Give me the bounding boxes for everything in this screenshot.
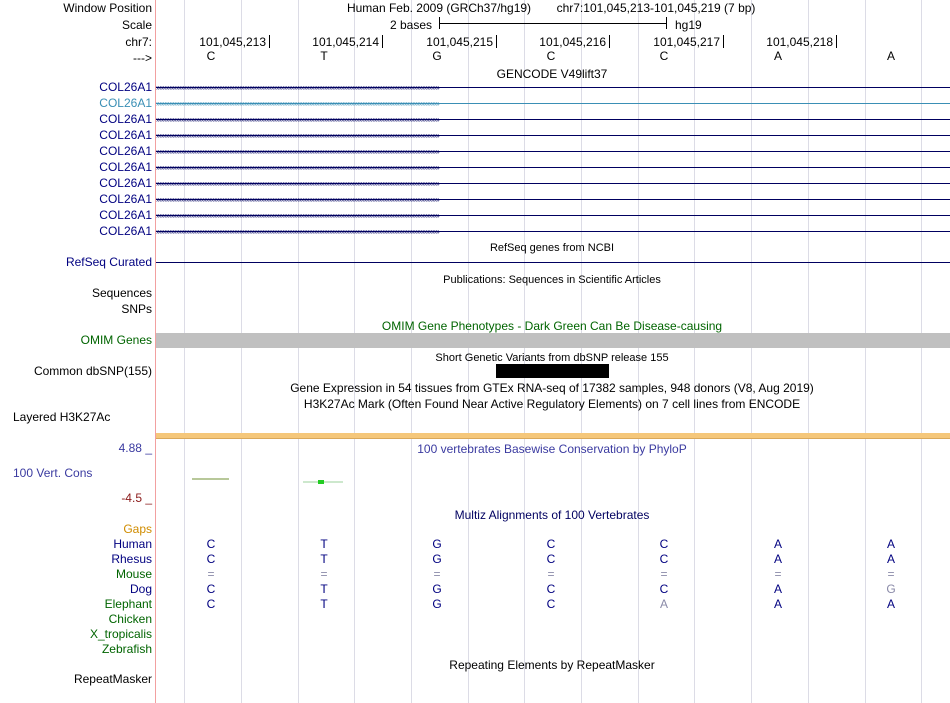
base-letter: A [886,49,896,63]
scale-text: 2 bases [390,18,433,32]
species-label-elephant[interactable]: Elephant [104,597,152,611]
omim-track-title: OMIM Gene Phenotypes - Dark Green Can Be Disease-causing [381,319,723,333]
gene-label-col26a1[interactable]: COL26A1 [99,160,152,174]
omim-phenotype-bar[interactable] [156,333,950,348]
aligned-base: = [774,567,782,581]
gene-label-col26a1[interactable]: COL26A1 [99,96,152,110]
aligned-base: = [207,567,215,581]
transcript-strand-arrows: ›››››››››››››››››››››››››››››››››››››››››››››››››››››››››››››››››››››››››››››››››››››››››››››››››››››››››››››››››››››››››››››››››››››››››››››››››››››››››››››››››››››››››› [156,227,439,236]
aligned-base: = [547,567,555,581]
gene-label-col26a1[interactable]: COL26A1 [99,176,152,190]
aligned-base: T [320,552,328,566]
aligned-base: C [546,582,556,596]
gaps-label[interactable]: Gaps [123,522,152,536]
aligned-base: G [432,582,442,596]
assembly-title: Human Feb. 2009 (GRCh37/hg19) [346,1,532,15]
vert-cons-label[interactable]: 100 Vert. Cons [13,466,93,480]
species-label-dog[interactable]: Dog [129,582,152,596]
aligned-base: C [206,597,216,611]
aligned-base: A [886,552,896,566]
transcript-row[interactable] [156,83,950,92]
transcript-strand-arrows: ›››››››››››››››››››››››››››››››››››››››››››››››››››››››››››››››››››››››››››››››››››››››››››››››››››››››››››››››››››››››››››››››››››››››››››››››››››››››››››››››››››››››››› [156,211,439,220]
chr-label: chr7: [125,35,152,49]
gene-label-col26a1[interactable]: COL26A1 [99,128,152,142]
transcript-row[interactable] [156,131,950,140]
gencode-track-title: GENCODE V49lift37 [496,67,608,81]
transcript-strand-arrows: ›››››››››››››››››››››››››››››››››››››››››››››››››››››››››››››››››››››››››››››››››››››››››››››››››››››››››››››››››››››››››››››››››››››››››››››››››››››››››››››››››››››››››› [156,99,439,108]
aligned-base: C [206,552,216,566]
transcript-strand-arrows: ›››››››››››››››››››››››››››››››››››››››››››››››››››››››››››››››››››››››››››››››››››››››››››››››››››››››››››››››››››››››››››››››››››››››››››››››››››››››››››››››››››››››››› [156,83,439,92]
refseq-gene-line[interactable] [156,262,950,263]
phylop-track-title: 100 vertebrates Basewise Conservation by PhyloP [417,442,687,456]
scale-bar-left-tick [439,17,440,29]
position-title: chr7:101,045,213-101,045,219 (7 bp) [556,1,756,15]
gtex-track-title: Gene Expression in 54 tissues from GTEx RNA-seq of 17382 samples, 948 donors (V8, Aug 2019) [290,381,814,395]
phylop-max-label: 4.88 _ [118,441,152,455]
phylop-min-label: -4.5 _ [121,491,152,505]
scale-bar-right-tick [666,17,667,29]
base-letter: C [546,49,556,63]
aligned-base: G [432,537,442,551]
scale-bar [439,23,666,24]
aligned-base: A [659,597,669,611]
coordinate-label: 101,045,218 [766,35,833,49]
transcript-strand-arrows: ›››››››››››››››››››››››››››››››››››››››››››››››››››››››››››››››››››››››››››››››››››››››››››››››››››››››››››››››››››››››››››››››››››››››››››››››››››››››››››››››››››››››››› [156,131,439,140]
transcript-strand-arrows: ›››››››››››››››››››››››››››››››››››››››››››››››››››››››››››››››››››››››››››››››››››››››››››››››››››››››››››››››››››››››››››››››››››››››››››››››››››››››››››››››››››››››››› [156,163,439,172]
layered-h3k27ac-label[interactable]: Layered H3K27Ac [13,410,111,424]
coordinate-label: 101,045,217 [653,35,720,49]
gene-label-col26a1[interactable]: COL26A1 [99,224,152,238]
aligned-base: G [886,582,896,596]
aligned-base: A [886,537,896,551]
gene-label-col26a1[interactable]: COL26A1 [99,208,152,222]
aligned-base: C [659,537,669,551]
h3k27ac-track-title: H3K27Ac Mark (Often Found Near Active Regulatory Elements) on 7 cell lines from ENCODE [303,397,801,411]
gene-label-col26a1[interactable]: COL26A1 [99,144,152,158]
aligned-base: = [433,567,441,581]
aligned-base: A [773,582,783,596]
omim-genes-label[interactable]: OMIM Genes [80,333,152,347]
coordinate-label: 101,045,214 [312,35,379,49]
publications-track-title: Publications: Sequences in Scientific Articles [443,274,661,286]
aligned-base: C [659,552,669,566]
direction-label: ---> [133,51,152,65]
h3k27ac-signal-band[interactable] [156,433,950,439]
repeatmasker-track-title: Repeating Elements by RepeatMasker [449,658,655,672]
aligned-base: = [660,567,668,581]
window-position-label: Window Position [63,1,152,15]
scale-db: hg19 [675,18,702,32]
phylop-bar-2-peak [318,480,324,484]
aligned-base: A [886,597,896,611]
refseq-curated-label[interactable]: RefSeq Curated [65,255,152,269]
transcript-row[interactable] [156,99,950,108]
coordinate-tick [382,35,383,48]
aligned-base: C [659,582,669,596]
transcript-strand-arrows: ›››››››››››››››››››››››››››››››››››››››››››››››››››››››››››››››››››››››››››››››››››››››››››››››››››››››››››››››››››››››››››››››››››››››››››››››››››››››››››››››››››››››››› [156,179,439,188]
common-dbsnp-label[interactable]: Common dbSNP(155) [33,364,152,378]
transcript-row[interactable] [156,227,950,236]
aligned-base: T [320,597,328,611]
species-label-zebrafish[interactable]: Zebrafish [101,642,152,656]
species-label-chicken[interactable]: Chicken [108,612,152,626]
transcript-row[interactable] [156,115,950,124]
transcript-strand-arrows: ›››››››››››››››››››››››››››››››››››››››››››››››››››››››››››››››››››››››››››››››››››››››››››››››››››››››››››››››››››››››››››››››››››››››››››››››››››››››››››››››››››››››››› [156,147,439,156]
aligned-base: G [432,552,442,566]
aligned-base: A [773,537,783,551]
aligned-base: = [887,567,895,581]
coordinate-tick [723,35,724,48]
track-labels-panel [0,0,155,703]
multiz-track-title: Multiz Alignments of 100 Vertebrates [454,508,650,522]
coordinate-label: 101,045,213 [199,35,266,49]
transcript-row[interactable] [156,163,950,172]
gene-label-col26a1[interactable]: COL26A1 [99,192,152,206]
dbsnp-variant-block[interactable] [496,364,609,378]
transcript-row[interactable] [156,147,950,156]
aligned-base: = [320,567,328,581]
aligned-base: A [773,552,783,566]
aligned-base: C [546,537,556,551]
aligned-base: G [432,597,442,611]
aligned-base: T [320,582,328,596]
species-label-x-tropicalis[interactable]: X_tropicalis [89,627,152,641]
transcript-strand-arrows: ›››››››››››››››››››››››››››››››››››››››››››››››››››››››››››››››››››››››››››››››››››››››››››››››››››››››››››››››››››››››››››››››››››››››››››››››››››››››››››››››››››››››››› [156,115,439,124]
transcript-strand-arrows: ›››››››››››››››››››››››››››››››››››››››››››››››››››››››››››››››››››››››››››››››››››››››››››››››››››››››››››››››››››››››››››››››››››››››››››››››››››››››››››››››››››››››››› [156,195,439,204]
transcript-row[interactable] [156,211,950,220]
coordinate-tick [496,35,497,48]
coordinate-tick [836,35,837,48]
transcript-row[interactable] [156,179,950,188]
aligned-base: C [546,552,556,566]
base-letter: A [773,49,783,63]
gene-label-col26a1[interactable]: COL26A1 [99,112,152,126]
transcript-row[interactable] [156,195,950,204]
base-letter: C [206,49,216,63]
species-label-mouse[interactable]: Mouse [115,567,152,581]
base-letter: C [659,49,669,63]
aligned-base: A [773,597,783,611]
coordinate-label: 101,045,215 [426,35,493,49]
species-label-rhesus[interactable]: Rhesus [111,552,152,566]
aligned-base: T [320,537,328,551]
gene-label-col26a1[interactable]: COL26A1 [99,80,152,94]
base-letter: G [432,49,442,63]
scale-label: Scale [121,18,152,32]
coordinate-label: 101,045,216 [539,35,606,49]
phylop-bar-1 [192,478,229,480]
aligned-base: C [546,597,556,611]
sequences-label[interactable]: Sequences [91,286,152,300]
dbsnp-track-title: Short Genetic Variants from dbSNP release 155 [435,352,669,364]
species-label-human[interactable]: Human [113,537,152,551]
coordinate-tick [609,35,610,48]
refseq-track-title: RefSeq genes from NCBI [489,242,615,254]
snps-label[interactable]: SNPs [121,302,152,316]
coordinate-tick [269,35,270,48]
repeatmasker-label[interactable]: RepeatMasker [73,672,152,686]
aligned-base: C [206,537,216,551]
aligned-base: C [206,582,216,596]
genome-browser-image[interactable] [156,0,950,703]
base-letter: T [320,49,328,63]
